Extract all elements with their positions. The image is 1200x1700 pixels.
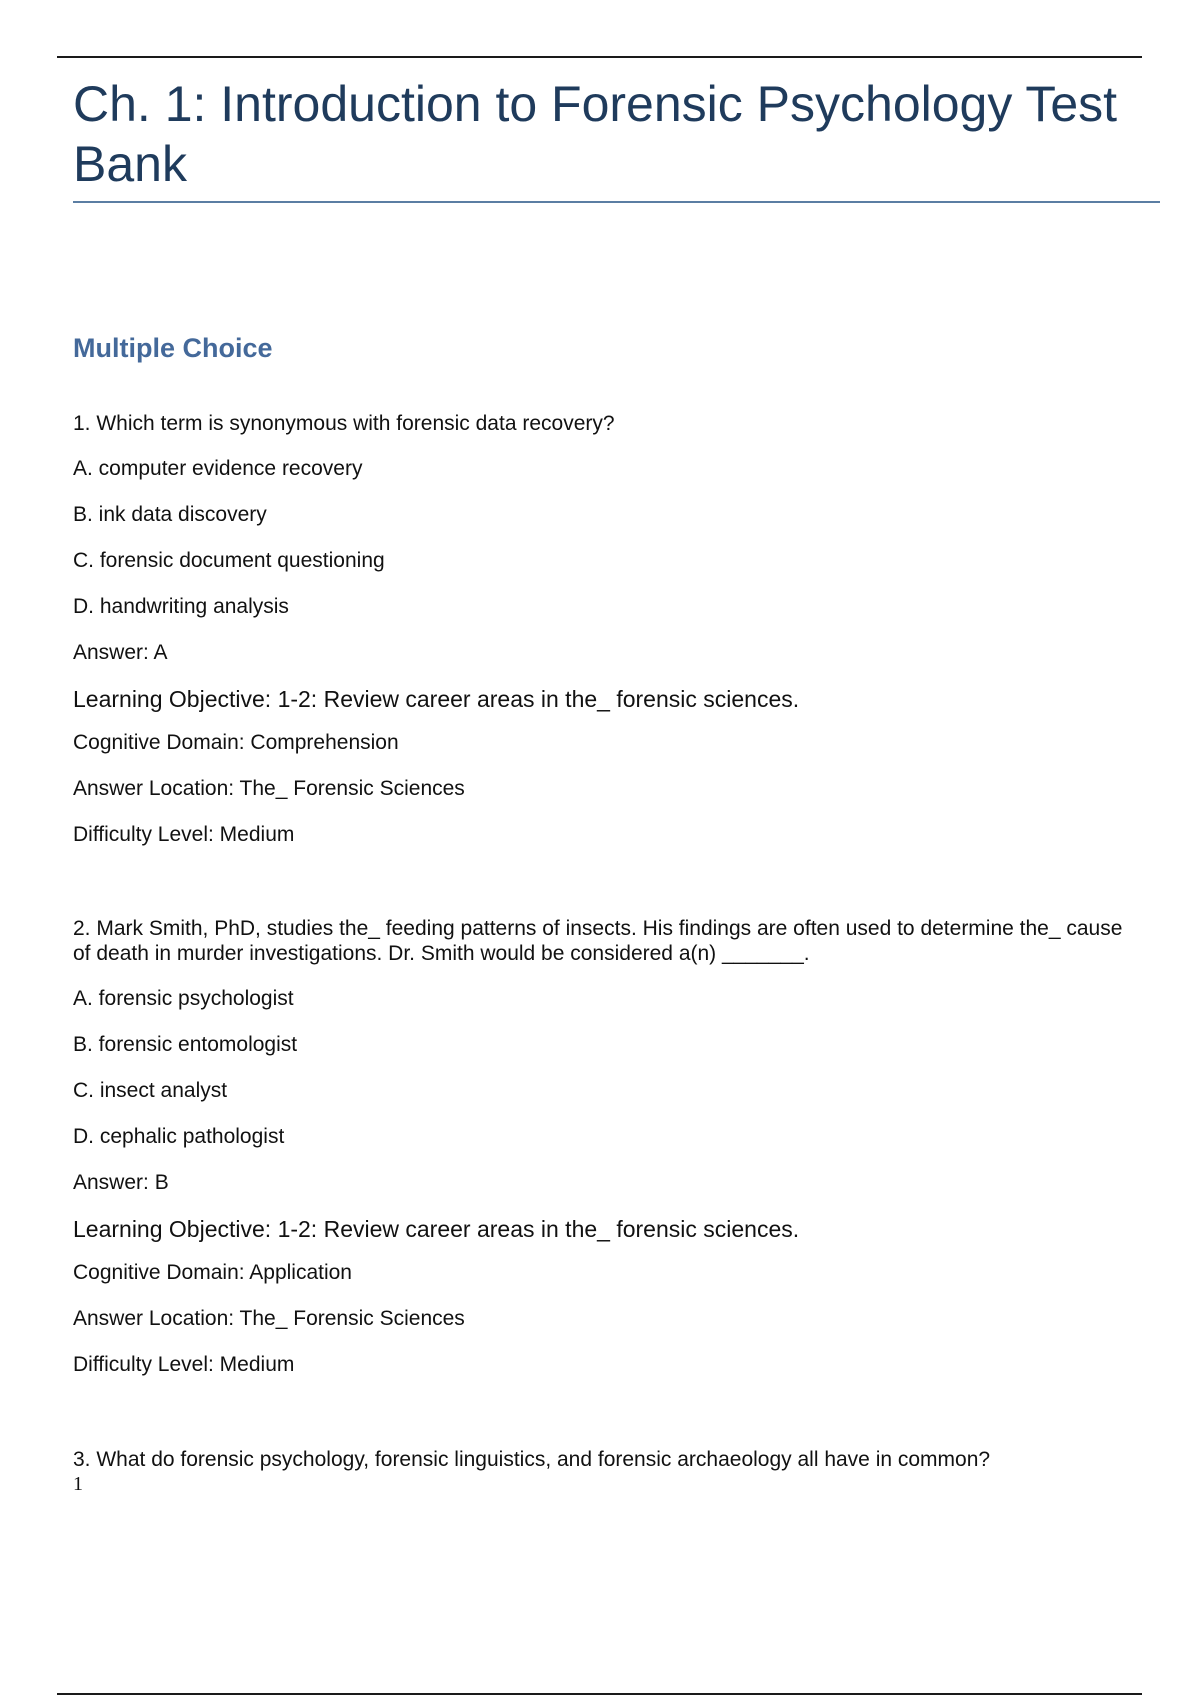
title-underline bbox=[73, 201, 1160, 203]
bottom-rule bbox=[57, 1693, 1142, 1695]
question-stem: 3. What do forensic psychology, forensic linguistics, and forensic archaeology all have in common? bbox=[73, 1448, 991, 1471]
cognitive-domain: Cognitive Domain: Comprehension bbox=[73, 731, 399, 754]
option-a: A. computer evidence recovery bbox=[73, 457, 363, 480]
option-a: A. forensic psychologist bbox=[73, 987, 294, 1010]
question-2 bbox=[73, 916, 1133, 1398]
option-c: C. forensic document questioning bbox=[73, 549, 385, 572]
answer-location: Answer Location: The_ Forensic Sciences bbox=[73, 1307, 465, 1330]
difficulty-level: Difficulty Level: Medium bbox=[73, 1353, 295, 1376]
cognitive-domain: Cognitive Domain: Application bbox=[73, 1261, 352, 1284]
top-rule bbox=[57, 56, 1142, 58]
option-b: B. forensic entomologist bbox=[73, 1033, 298, 1056]
learning-objective: Learning Objective: 1-2: Review career areas in the_ forensic sciences. bbox=[73, 1216, 800, 1242]
learning-objective: Learning Objective: 1-2: Review career areas in the_ forensic sciences. bbox=[73, 686, 800, 712]
option-d: D. handwriting analysis bbox=[73, 595, 289, 618]
question-stem: 2. Mark Smith, PhD, studies the_ feeding patterns of insects. His findings are often used to determine the_ cause of death in murder investigations. Dr. Smith would be considered a(n) _______. bbox=[73, 917, 1123, 965]
question-1 bbox=[73, 411, 1133, 868]
document-title: Ch. 1: Introduction to Forensic Psychology Test Bank bbox=[73, 76, 1118, 192]
difficulty-level: Difficulty Level: Medium bbox=[73, 823, 295, 846]
option-c: C. insect analyst bbox=[73, 1079, 228, 1102]
option-b: B. ink data discovery bbox=[73, 503, 267, 526]
question-stem: 1. Which term is synonymous with forensic data recovery? bbox=[73, 412, 615, 435]
option-d: D. cephalic pathologist bbox=[73, 1125, 285, 1148]
answer: Answer: B bbox=[73, 1171, 169, 1194]
answer-location: Answer Location: The_ Forensic Sciences bbox=[73, 777, 465, 800]
section-heading: Multiple Choice bbox=[73, 333, 273, 363]
page-number: 1 bbox=[73, 1473, 83, 1495]
question-3 bbox=[73, 1447, 1133, 1492]
answer: Answer: A bbox=[73, 641, 168, 664]
